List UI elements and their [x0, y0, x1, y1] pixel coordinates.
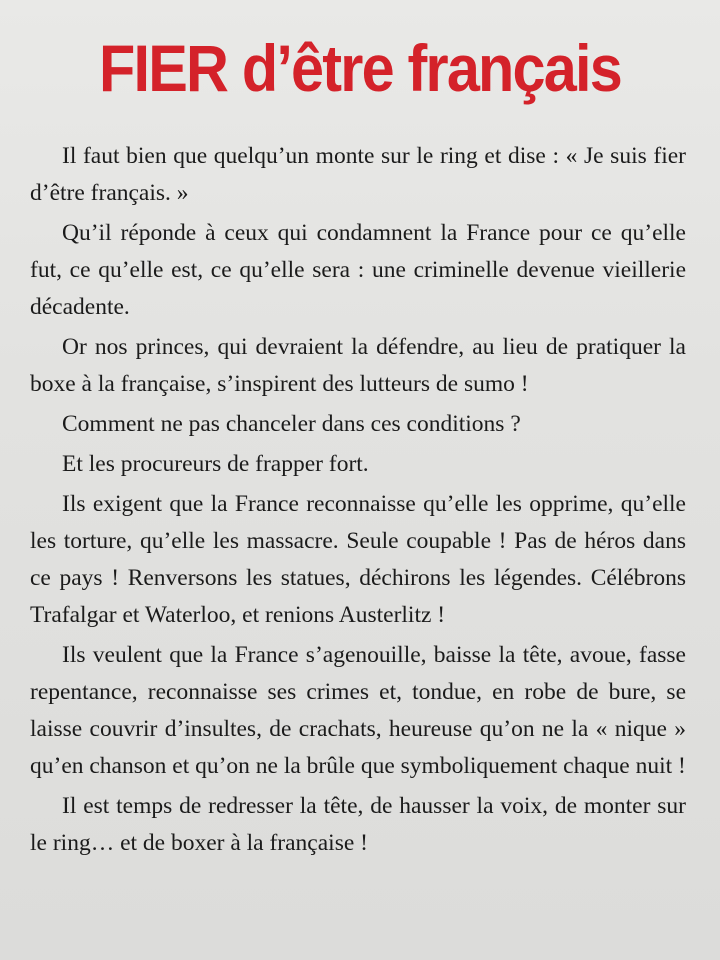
paragraph: Il faut bien que quelqu’un monte sur le ring et dise : « Je suis fier d’être français. » — [30, 143, 686, 206]
page-title — [36, 28, 684, 108]
title-strong: FIER — [99, 31, 228, 105]
paragraph: Et les procureurs de frapper fort. — [62, 451, 369, 477]
body-text — [30, 138, 686, 865]
paragraph: Il est temps de redresser la tête, de hausser la voix, de monter sur le ring… et de boxer à la française ! — [30, 793, 686, 856]
paragraph: Ils exigent que la France reconnaisse qu’elle les opprime, qu’elle les torture, qu’elle les massacre. Seule coupable ! Pas de héros dans ce pays ! Renversons les statues, déchirons les légendes. Célébrons Trafalgar et Waterloo, et renions Austerlitz ! — [30, 491, 686, 628]
title-rest: d’être français — [241, 31, 621, 105]
paragraph: Qu’il réponde à ceux qui condamnent la France pour ce qu’elle fut, ce qu’elle est, ce qu’elle sera : une criminelle devenue vieillerie décadente. — [30, 220, 686, 320]
paragraph: Comment ne pas chanceler dans ces conditions ? — [62, 411, 521, 437]
paragraph: Or nos princes, qui devraient la défendre, au lieu de pratiquer la boxe à la française, s’inspirent des lutteurs de sumo ! — [30, 334, 686, 397]
paragraph: Ils veulent que la France s’agenouille, baisse la tête, avoue, fasse repentance, reconnaisse ses crimes et, tondue, en robe de bure, se laisse couvrir d’insultes, de crachats, heureuse qu’on ne la « nique » qu’en chanson et qu’on ne la brûle que symboliquement chaque nuit ! — [30, 642, 686, 779]
